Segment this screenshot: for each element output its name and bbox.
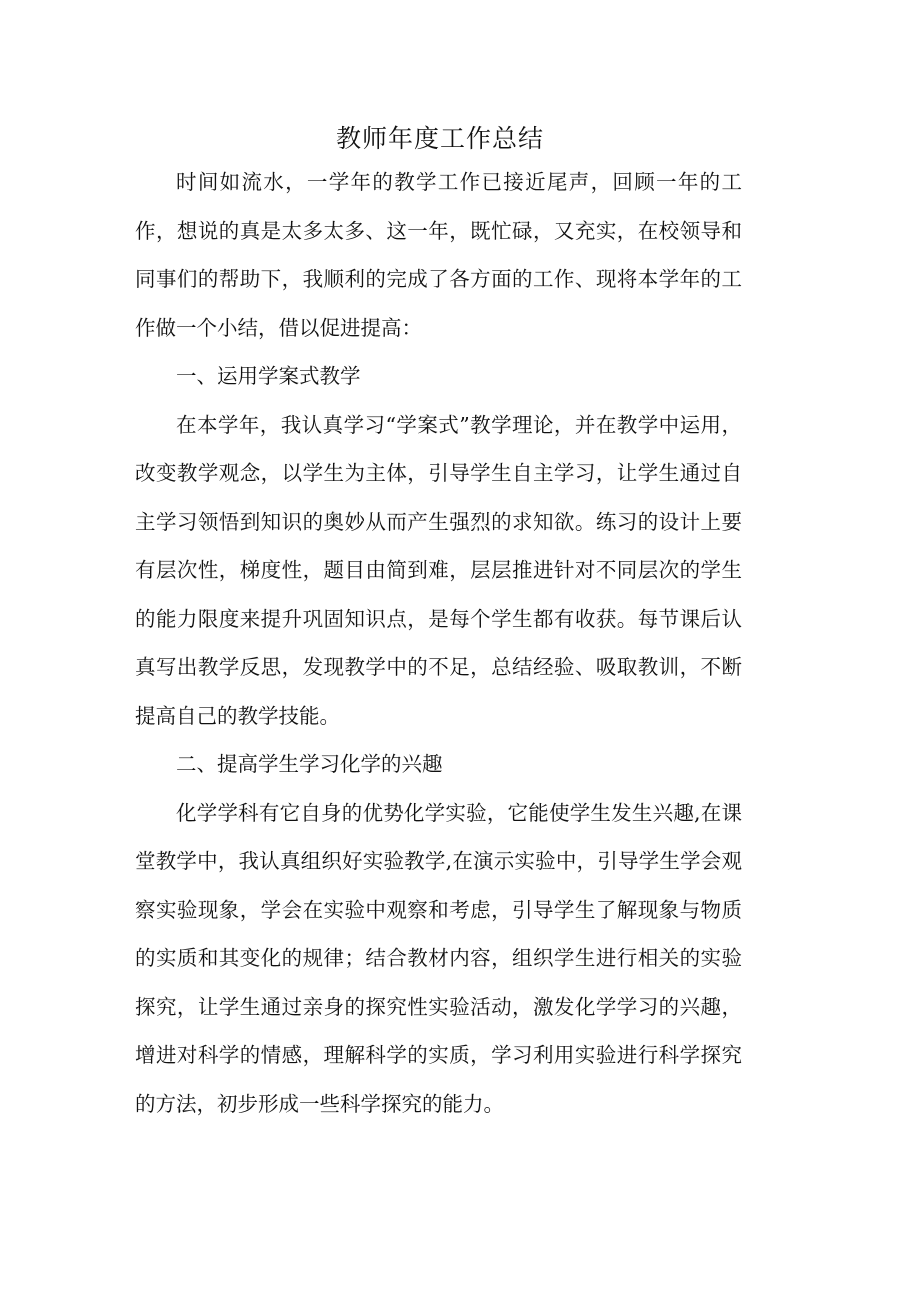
section-heading-2: 二、提高学生学习化学的兴趣 bbox=[176, 752, 443, 776]
section-body-2: 化学学科有它自身的优势化学实验，它能使学生发生兴趣,在课堂教学中，我认真组织好实验教学,在演示实验中，引导学生学会观察实验现象，学会在实验中观察和考虑，引导学生了解现象与物质的实质和其变化的规律；结合教材内容，组织学生进行相关的实验探究，让学生通过亲身的探究性实验活动，激发化学学习的兴趣，增进对科学的情感，理解科学的实质，学习利用实验进行科学探究的方法，初步形成一些科学探究的能力。 bbox=[135, 800, 742, 1116]
intro-paragraph: 时间如流水，一学年的教学工作已接近尾声，回顾一年的工作，想说的真是太多太多、这一年，既忙碌，又充实，在校领导和同事们的帮助下，我顺利的完成了各方面的工作、现将本学年的工作做一个小结，借以促进提高： bbox=[135, 170, 742, 340]
section-body-1: 在本学年，我认真学习“学案式”教学理论，并在教学中运用，改变教学观念，以学生为主体，引导学生自主学习，让学生通过自主学习领悟到知识的奥妙从而产生强烈的求知欲。练习的设计上要有层次性，梯度性，题目由简到难，层层推进针对不同层次的学生的能力限度来提升巩固知识点，是每个学生都有收获。每节课后认真写出教学反思，发现教学中的不足，总结经验、吸取教训，不断提高自己的教学技能。 bbox=[135, 412, 742, 728]
document-title: 教师年度工作总结 bbox=[335, 124, 544, 153]
section-heading-1: 一、运用学案式教学 bbox=[176, 364, 361, 388]
document-body bbox=[135, 158, 742, 1128]
